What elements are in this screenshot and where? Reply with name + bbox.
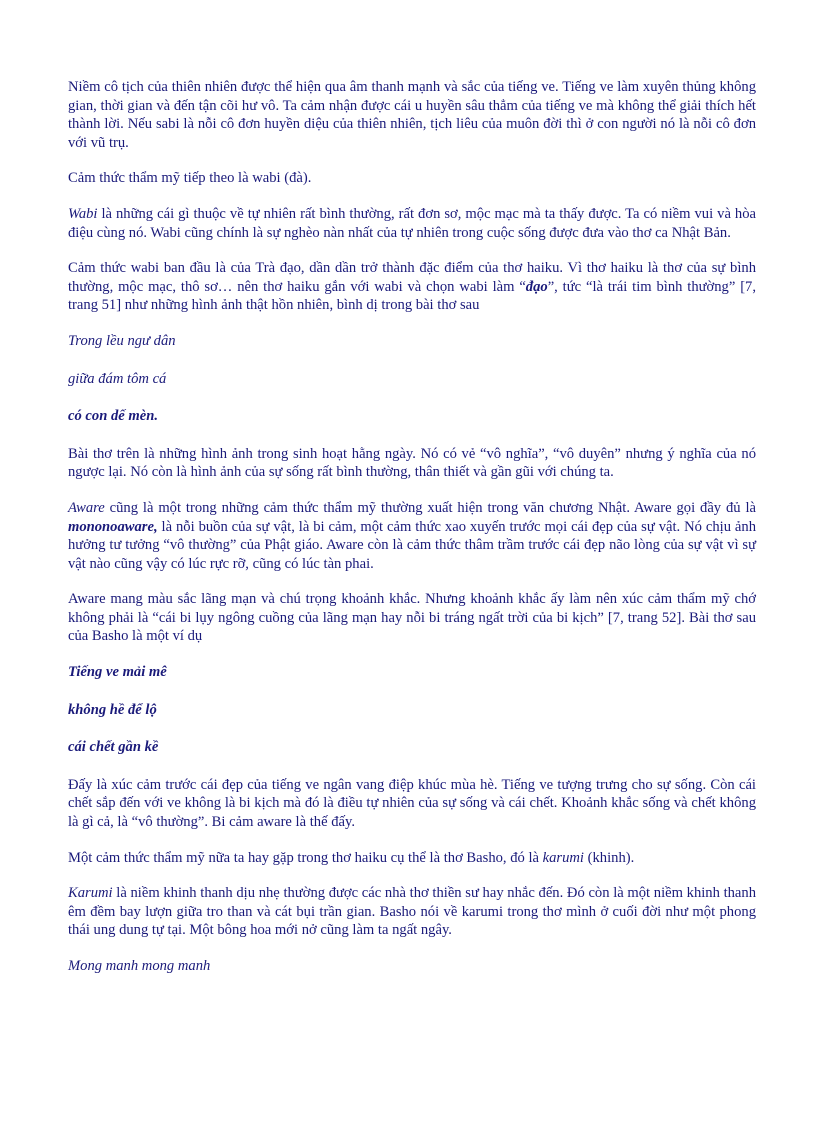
paragraph-sabi-loneliness: Niềm cô tịch của thiên nhiên được thể hiện qua âm thanh mạnh và sắc của tiếng ve. Tiếng ve làm xuyên thủng không gian, thời gian và đến tận cõi hư vô. Ta cảm nhận được cái u huyền sâu thẳm của tiếng ve mà không thể giải thích hết thành lời. Nếu sabi là nỗi cô đơn huyền diệu của thiên nhiên, tịch liêu của muôn đời thì ở con người nó là nỗi cô đơn với vũ trụ. xyxy=(68,79,756,151)
paragraph-wabi-intro: Cảm thức thẩm mỹ tiếp theo là wabi (đà). xyxy=(68,170,312,187)
paragraph-cicada-commentary: Đấy là xúc cảm trước cái đẹp của tiếng ve ngân vang điệp khúc mùa hè. Tiếng ve tượng trưng cho sự sống. Còn cái chết sắp đến với ve không là bi kịch mà đó là điều tự nhiên của sự sống và cái chết. Khoảnh khắc sống và chết không là gì cả, là “vô thường”. Bi cảm aware là thế đấy. xyxy=(68,776,756,831)
poem-line: giữa đám tôm cá xyxy=(68,370,167,387)
term-mononoaware: mononoaware, xyxy=(68,518,158,535)
document-page xyxy=(68,78,756,995)
term-karumi-heading: Karumi xyxy=(68,885,113,902)
paragraph-wabi-haiku xyxy=(68,259,756,315)
term-karumi: karumi xyxy=(542,849,584,866)
poem-line: có con dế mèn. xyxy=(68,408,158,425)
paragraph-karumi-intro-text-a: Một cảm thức thẩm mỹ nữa ta hay gặp trong thơ haiku cụ thể là thơ Basho, đó là xyxy=(68,849,543,866)
term-aware: Aware xyxy=(68,499,105,516)
paragraph-aware-text-b: là nỗi buồn của sự vật, là bi cảm, một cảm thức xao xuyến trước mọi cái đẹp của sự vật. Nó chịu ảnh hưởng tư tưởng “vô thường” của Phật giáo. Aware còn là cảm thức thâm trầm trước cái đẹp não lòng của sự vật vì sự vật nào cũng vậy có lúc rực rỡ, cũng có lúc tàn phai. xyxy=(68,518,756,572)
paragraph-aware-definition xyxy=(68,499,756,573)
poem-line: Tiếng ve mải mê xyxy=(68,664,167,681)
paragraph-karumi-intro-text-b: (khinh). xyxy=(584,849,635,866)
term-dao: đạo xyxy=(525,278,548,295)
poem-line: không hề để lộ xyxy=(68,701,157,718)
poem-line: Trong lều ngư dân xyxy=(68,332,176,349)
paragraph-wabi-definition-text: là những cái gì thuộc về tự nhiên rất bình thường, rất đơn sơ, mộc mạc mà ta thấy được. Ta có niềm vui và hòa điệu cùng nó. Wabi cũng chính là sự nghèo nàn nhất của tự nhiên trong cuộc sống được đưa vào thơ ca Nhật Bản. xyxy=(68,205,756,241)
poem-line: Mong manh mong manh xyxy=(68,958,211,974)
paragraph-aware-text-a: cũng là một trong những cảm thức thẩm mỹ thường xuất hiện trong văn chương Nhật. Aware gọi đầy đủ là xyxy=(104,499,756,516)
paragraph-wabi-haiku-text-b: ”, tức “là trái tim bình thường” [7, trang 51] như những hình ảnh thật hồn nhiên, bình dị trong bài thơ sau xyxy=(68,278,756,314)
paragraph-poem-commentary: Bài thơ trên là những hình ảnh trong sinh hoạt hằng ngày. Nó có vẻ “vô nghĩa”, “vô duyên” nhưng ý nghĩa của nó ngược lại. Nó còn là hình ảnh của sự sống rất bình thường, thân thiết và gần gũi với chúng ta. xyxy=(68,445,756,481)
poem-line: cái chết gần kề xyxy=(68,739,159,756)
paragraph-karumi-intro xyxy=(68,849,756,868)
paragraph-aware-moment: Aware mang màu sắc lãng mạn và chú trọng khoảnh khắc. Nhưng khoảnh khắc ấy làm nên xúc cảm thẩm mỹ chớ không phải là “cái bi lụy ngông cuồng của lãng mạn hay nỗi bi tráng ngất trời của bi kịch” [7, trang 52]. Bài thơ sau của Basho là một ví dụ xyxy=(68,591,756,645)
paragraph-karumi-definition xyxy=(68,884,756,940)
term-wabi: Wabi xyxy=(68,205,98,222)
paragraph-karumi-definition-text: là niềm khinh thanh dịu nhẹ thường được các nhà thơ thiền sư hay nhắc đến. Đó còn là một niềm khinh thanh êm đềm bay lượn giữa tro than và cát bụi trần gian. Basho nói về karumi trong thơ mình ở cuối đời như một phong thái ung dung tự tại. Một bông hoa mới nở cũng làm ta ngất ngây. xyxy=(68,885,756,939)
paragraph-wabi-haiku-text-a: Cảm thức wabi ban đầu là của Trà đạo, dần dần trở thành đặc điểm của thơ haiku. Vì thơ haiku là thơ của sự bình thường, mộc mạc, thô sơ… nên thơ haiku gắn với wabi và chọn wabi làm “ xyxy=(68,260,756,295)
paragraph-wabi-definition xyxy=(68,205,756,242)
